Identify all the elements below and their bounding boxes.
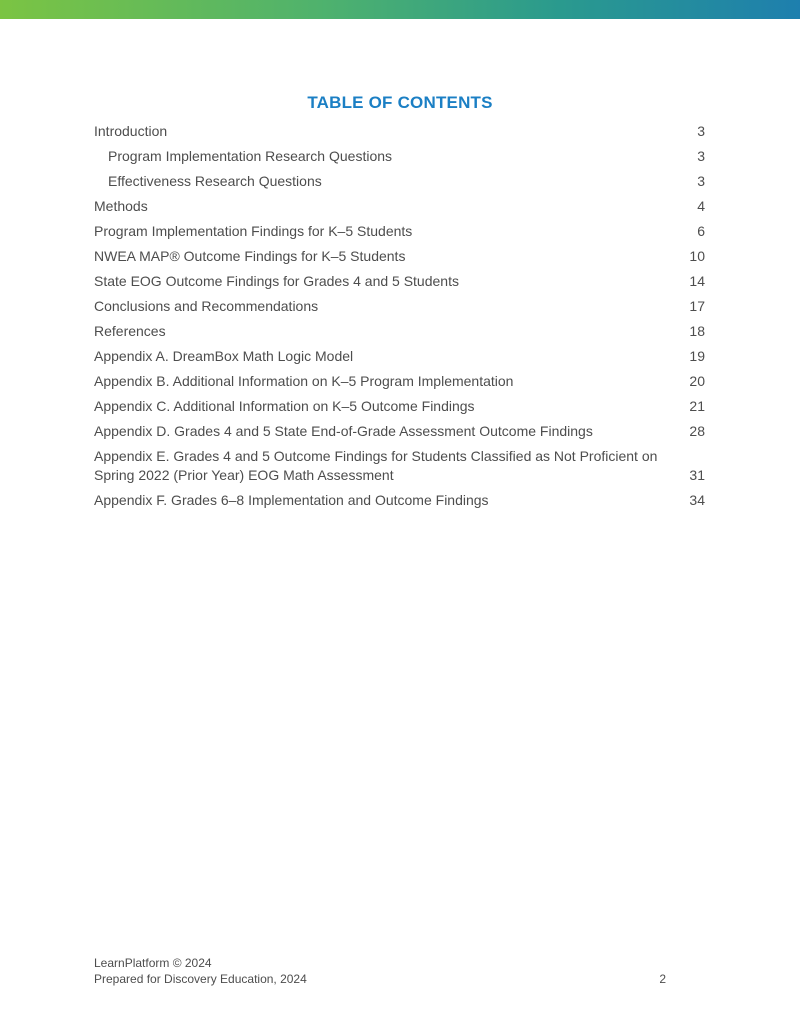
- toc-entry-label: Program Implementation Research Questions: [108, 148, 393, 164]
- toc-entry-label: Appendix F. Grades 6–8 Implementation and Outcome Findings: [94, 492, 489, 508]
- toc-entry-appendix-f[interactable]: [94, 485, 705, 510]
- toc-entry-label: Appendix D. Grades 4 and 5 State End-of-Grade Assessment Outcome Findings: [94, 423, 593, 439]
- toc-entry-page: 17: [689, 298, 705, 314]
- toc-entry-state-eog-findings[interactable]: [94, 266, 705, 291]
- toc-entry-page: 19: [689, 348, 705, 364]
- footer-copyright: LearnPlatform © 2024: [94, 956, 212, 970]
- toc-entry-label: NWEA MAP® Outcome Findings for K–5 Students: [94, 248, 406, 264]
- toc-entry-label: Appendix A. DreamBox Math Logic Model: [94, 348, 354, 364]
- toc-entry-appendix-e[interactable]: [94, 441, 705, 485]
- toc-entry-page: 3: [697, 173, 705, 189]
- toc-entry-introduction[interactable]: [94, 116, 705, 141]
- toc-entry-program-implementation-questions[interactable]: [94, 141, 705, 166]
- toc-entry-label: Appendix C. Additional Information on K–5 Outcome Findings: [94, 398, 475, 414]
- toc-entry-appendix-d[interactable]: [94, 416, 705, 441]
- header-gradient-band: [0, 0, 800, 19]
- footer-page-number: 2: [659, 972, 666, 986]
- toc-entry-nwea-map-findings[interactable]: [94, 241, 705, 266]
- toc-entry-page: 6: [697, 223, 705, 239]
- table-of-contents: [94, 116, 705, 510]
- toc-entry-effectiveness-questions[interactable]: [94, 166, 705, 191]
- toc-entry-page: 3: [697, 148, 705, 164]
- footer-line: [94, 971, 666, 987]
- toc-entry-page: 10: [689, 248, 705, 264]
- toc-entry-label: Conclusions and Recommendations: [94, 298, 319, 314]
- toc-entry-label: Introduction: [94, 123, 168, 139]
- toc-entry-page: 3: [697, 123, 705, 139]
- toc-entry-label: Effectiveness Research Questions: [108, 173, 322, 189]
- toc-entry-page: 18: [689, 323, 705, 339]
- toc-entry-label: Methods: [94, 198, 148, 214]
- toc-entry-page: 28: [689, 423, 705, 439]
- toc-entry-label: Appendix E. Grades 4 and 5 Outcome Findings for Students Classified as Not Proficient on Spring 2022 (Prior Year) EOG Math Assessment: [94, 448, 658, 483]
- toc-entry-page: 34: [689, 492, 705, 508]
- toc-entry-page: 21: [689, 398, 705, 414]
- footer-prepared-for: Prepared for Discovery Education, 2024: [94, 972, 307, 986]
- toc-entry-label: References: [94, 323, 166, 339]
- toc-entry-appendix-b[interactable]: [94, 366, 705, 391]
- toc-entry-appendix-c[interactable]: [94, 391, 705, 416]
- toc-entry-label: State EOG Outcome Findings for Grades 4 and 5 Students: [94, 273, 459, 289]
- toc-entry-label: Program Implementation Findings for K–5 Students: [94, 223, 413, 239]
- page-footer: [94, 955, 666, 987]
- page-title: TABLE OF CONTENTS: [307, 93, 493, 112]
- toc-entry-page: 14: [689, 273, 705, 289]
- toc-entry-page: 4: [697, 198, 705, 214]
- toc-entry-conclusions[interactable]: [94, 291, 705, 316]
- toc-entry-appendix-a[interactable]: [94, 341, 705, 366]
- toc-entry-references[interactable]: [94, 316, 705, 341]
- toc-entry-label: Appendix B. Additional Information on K–5 Program Implementation: [94, 373, 514, 389]
- toc-entry-page: 20: [689, 373, 705, 389]
- toc-entry-methods[interactable]: [94, 191, 705, 216]
- toc-entry-page: 31: [689, 467, 705, 483]
- toc-entry-program-implementation-findings[interactable]: [94, 216, 705, 241]
